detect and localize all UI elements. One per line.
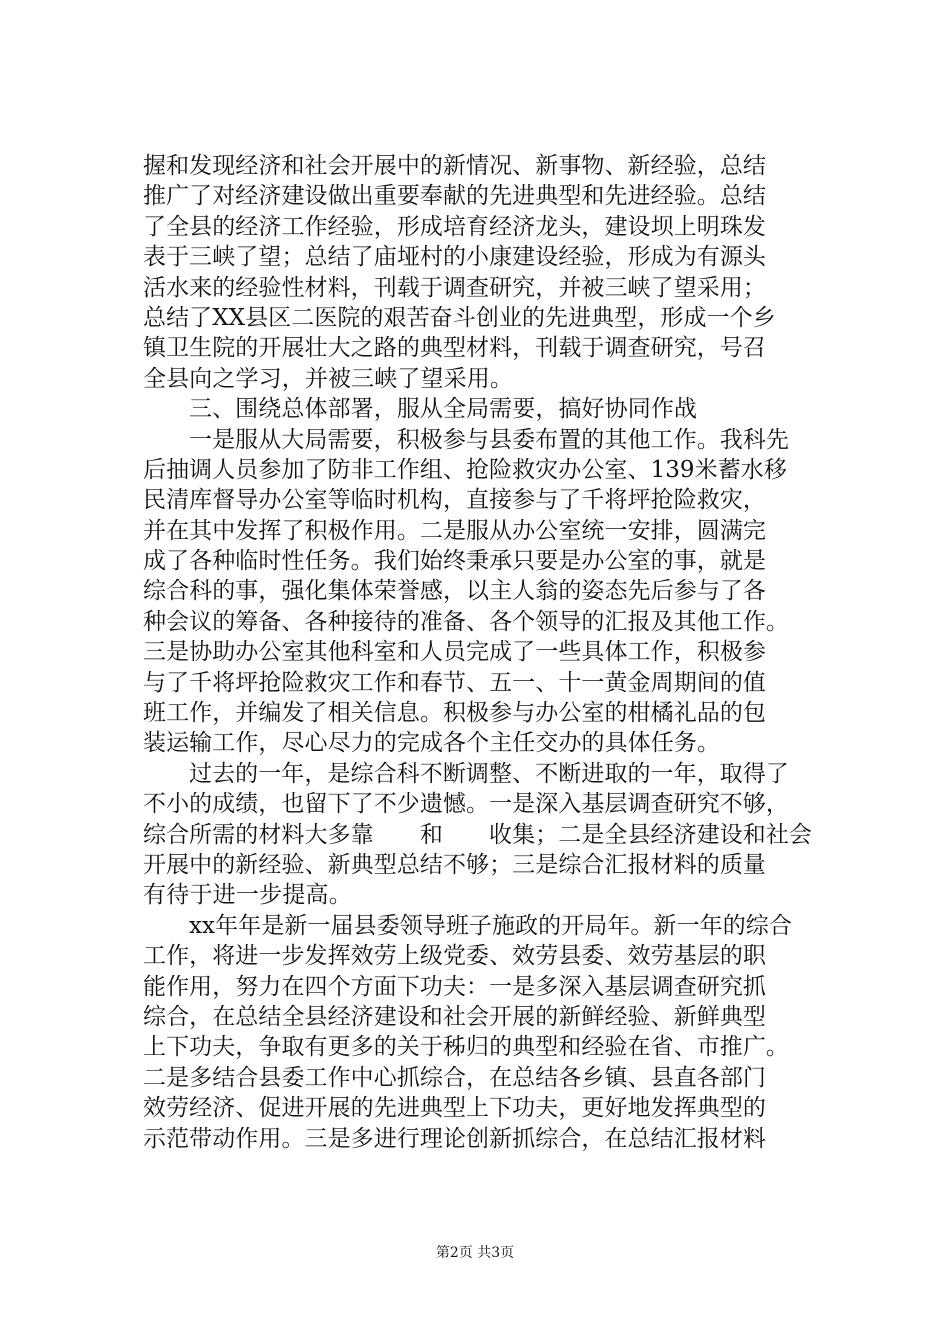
text-line: 了全县的经济工作经验，形成培育经济龙头，建设坝上明珠发 bbox=[143, 213, 766, 240]
text-line: 全县向之学习，并被三峡了望采用。 bbox=[143, 365, 513, 392]
text-line: 并在其中发挥了积极作用。二是服从办公室统一安排，圆满完 bbox=[143, 517, 766, 544]
document-body bbox=[143, 151, 813, 1154]
text-line: 三、围绕总体部署，服从全局需要，搞好协同作战 bbox=[189, 396, 697, 423]
text-line: 综合所需的材料大多靠 和 收集；二是全县经济建设和社会 bbox=[143, 821, 812, 848]
text-line: 总结了XX县区二医院的艰苦奋斗创业的先进典型，形成一个乡 bbox=[143, 304, 776, 331]
text-line: xx年年是新一届县委领导班子施政的开局年。新一年的综合 bbox=[189, 912, 792, 939]
text-line: 示范带动作用。三是多进行理论创新抓综合，在总结汇报材料 bbox=[143, 1125, 766, 1152]
text-line: 工作，将进一步发挥效劳上级党委、效劳县委、效劳基层的职 bbox=[143, 943, 766, 970]
text-line: 活水来的经验性材料，刊载于调查研究，并被三峡了望采用； bbox=[143, 274, 766, 301]
text-line: 种会议的筹备、各种接待的准备、各个领导的汇报及其他工作。 bbox=[143, 608, 789, 635]
text-line: 综合，在总结全县经济建设和社会开展的新鲜经验、新鲜典型 bbox=[143, 1003, 766, 1030]
text-line: 上下功夫，争取有更多的关于秭归的典型和经验在省、市推广。 bbox=[143, 1034, 789, 1061]
text-line: 后抽调人员参加了防非工作组、抢险救灾办公室、139米蓄水移 bbox=[143, 456, 787, 483]
text-line: 三是协助办公室其他科室和人员完成了一些具体工作，积极参 bbox=[143, 639, 766, 666]
text-line: 民清库督导办公室等临时机构，直接参与了千将坪抢险救灾， bbox=[143, 487, 766, 514]
text-line: 能作用，努力在四个方面下功夫：一是多深入基层调查研究抓 bbox=[143, 973, 766, 1000]
text-line: 开展中的新经验、新典型总结不够；三是综合汇报材料的质量 bbox=[143, 851, 766, 878]
text-line: 有待于进一步提高。 bbox=[143, 882, 352, 909]
text-line: 成了各种临时性任务。我们始终秉承只要是办公室的事，就是 bbox=[143, 548, 766, 575]
text-line: 不小的成绩，也留下了不少遗憾。一是深入基层调查研究不够， bbox=[143, 791, 789, 818]
text-line: 与了千将坪抢险救灾工作和春节、五一、十一黄金周期间的值 bbox=[143, 669, 766, 696]
text-line: 推广了对经济建设做出重要奉献的先进典型和先进经验。总结 bbox=[143, 183, 766, 210]
text-line: 一是服从大局需要，积极参与县委布置的其他工作。我科先 bbox=[189, 426, 789, 453]
text-line: 效劳经济、促进开展的先进典型上下功夫，更好地发挥典型的 bbox=[143, 1095, 766, 1122]
text-line: 表于三峡了望；总结了庙垭村的小康建设经验，形成为有源头 bbox=[143, 244, 766, 271]
text-line: 综合科的事，强化集体荣誉感，以主人翁的姿态先后参与了各 bbox=[143, 578, 766, 605]
page-footer: 第2页 共3页 bbox=[435, 1245, 515, 1261]
text-line: 握和发现经济和社会开展中的新情况、新事物、新经验，总结 bbox=[143, 153, 766, 179]
text-line: 班工作，并编发了相关信息。积极参与办公室的柑橘礼品的包 bbox=[143, 700, 766, 727]
text-line: 镇卫生院的开展壮大之路的典型材料，刊载于调查研究，号召 bbox=[143, 335, 766, 362]
text-line: 二是多结合县委工作中心抓综合，在总结各乡镇、县直各部门 bbox=[143, 1064, 766, 1091]
text-line: 过去的一年，是综合科不断调整、不断进取的一年，取得了 bbox=[189, 760, 789, 787]
text-line: 装运输工作，尽心尽力的完成各个主任交办的具体任务。 bbox=[143, 730, 720, 757]
